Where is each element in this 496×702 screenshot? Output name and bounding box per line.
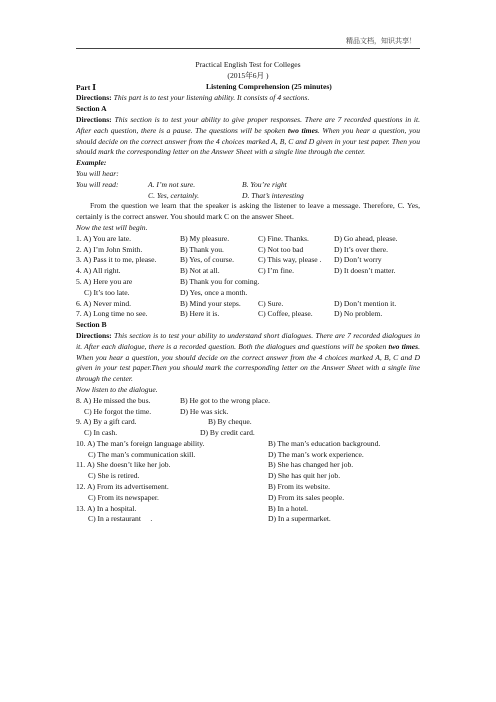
question-6: 6. A) Never mind. B) Mind your steps. C) Sure. D) Don’t mention it.	[76, 298, 397, 308]
question-12-line-1: 12. A) From its advertisement. B) From its website.	[76, 482, 331, 492]
question-8-line-2: C) He forgot the time. D) He was sick.	[84, 406, 229, 416]
example-options-row-1: You will read: A. I’m not sure. B. You’re right	[76, 179, 287, 189]
listen-dialogue: Now listen to the dialogue.	[76, 384, 158, 394]
question-13-line-2: C) In a restaurant . D) In a supermarket.	[88, 514, 331, 524]
part-directions: Directions: This part is to test your listening ability. It consists of 4 sections.	[76, 93, 310, 103]
header-rule	[76, 48, 420, 49]
question-3: 3. A) Pass it to me, please. B) Yes, of course. C) This way, please . D) Don’t worry	[76, 255, 382, 265]
part-heading	[76, 82, 420, 94]
part-roman: Ⅰ	[92, 81, 96, 92]
question-11-line-2: C) She is retired. D) She has quit her job.	[88, 471, 341, 481]
question-9-line-2: C) In cash. D) By credit card.	[84, 428, 255, 438]
you-will-hear: You will hear:	[76, 168, 119, 178]
question-12-line-2: C) From its newspaper. D) From its sales people.	[88, 492, 345, 502]
question-5-line-1: 5. A) Here you are B) Thank you for coming.	[76, 276, 260, 286]
question-8-line-1: 8. A) He missed the bus. B) He got to the wrong place.	[76, 395, 271, 405]
section-b-heading: Section B	[76, 320, 107, 330]
document-date: (2015年6月 )	[227, 70, 269, 80]
question-1: 1. A) You are late. B) My pleasure. C) Fine. Thanks. D) Go ahead, please.	[76, 233, 398, 243]
question-2: 2. A) I’m John Smith. B) Thank you. C) Not too bad D) It’s over there.	[76, 244, 388, 254]
example-explanation: From the question we learn that the speaker is asking the listener to leave a message. Therefore, C. Yes, certainly is the correct answer. You should mark C on the answer Sheet.	[76, 201, 420, 222]
section-a-directions: Directions: This section is to test your ability to give proper responses. There are 7 recorded questions in it. After each question, there is a pause. The questions will be spoken two times. When you hear a question, you should decide on the correct answer from the 4 choices marked A, B, C and D given in your test paper. Then you should mark the corresponding letter on the Answer Sheet with a single line through the center.	[76, 114, 420, 157]
question-10-line-2: C) The man’s communication skill. D) The man’s work experience.	[88, 449, 364, 459]
document-page	[76, 56, 420, 525]
question-13-line-1: 13. A) In a hospital. B) In a hotel.	[76, 503, 309, 513]
part-title: Listening Comprehension (25 minutes)	[206, 81, 332, 91]
question-5-line-2: C) It’s too late. D) Yes, once a month.	[84, 287, 248, 297]
document-title: Practical English Test for Colleges	[195, 60, 301, 69]
example-options-row-2: C. Yes, certainly. D. That’s interesting	[148, 190, 304, 200]
question-10-line-1: 10. A) The man’s foreign language ability. B) The man’s education background.	[76, 438, 381, 448]
question-7: 7. A) Long time no see. B) Here it is. C) Coffee, please. D) No problem.	[76, 309, 383, 319]
section-a-heading: Section A	[76, 104, 107, 114]
question-4: 4. A) All right. B) Not at all. C) I’m fine. D) It doesn’t matter.	[76, 266, 396, 276]
example-label: Example:	[76, 158, 107, 168]
question-11-line-1: 11. A) She doesn’t like her job. B) She has changed her job.	[76, 460, 354, 470]
section-b-directions: Directions: This section is to test your ability to understand short dialogues. There are 7 recorded dialogues in it. After each dialogue, there is a recorded question. Both the dialogues and questions will be spoken two times. When you hear a question, you should decide on the correct answer from the 4 choices marked A, B, C and D given in your test paper.Then you should mark the corresponding letter on the Answer Sheet with a single line through the center.	[76, 330, 420, 384]
header-note: 精品文档，知识共享！	[346, 37, 416, 45]
question-9-line-1: 9. A) By a gift card. B) By cheque.	[76, 417, 252, 427]
test-begin: Now the test will begin.	[76, 222, 148, 232]
part-label: Part	[76, 82, 91, 92]
